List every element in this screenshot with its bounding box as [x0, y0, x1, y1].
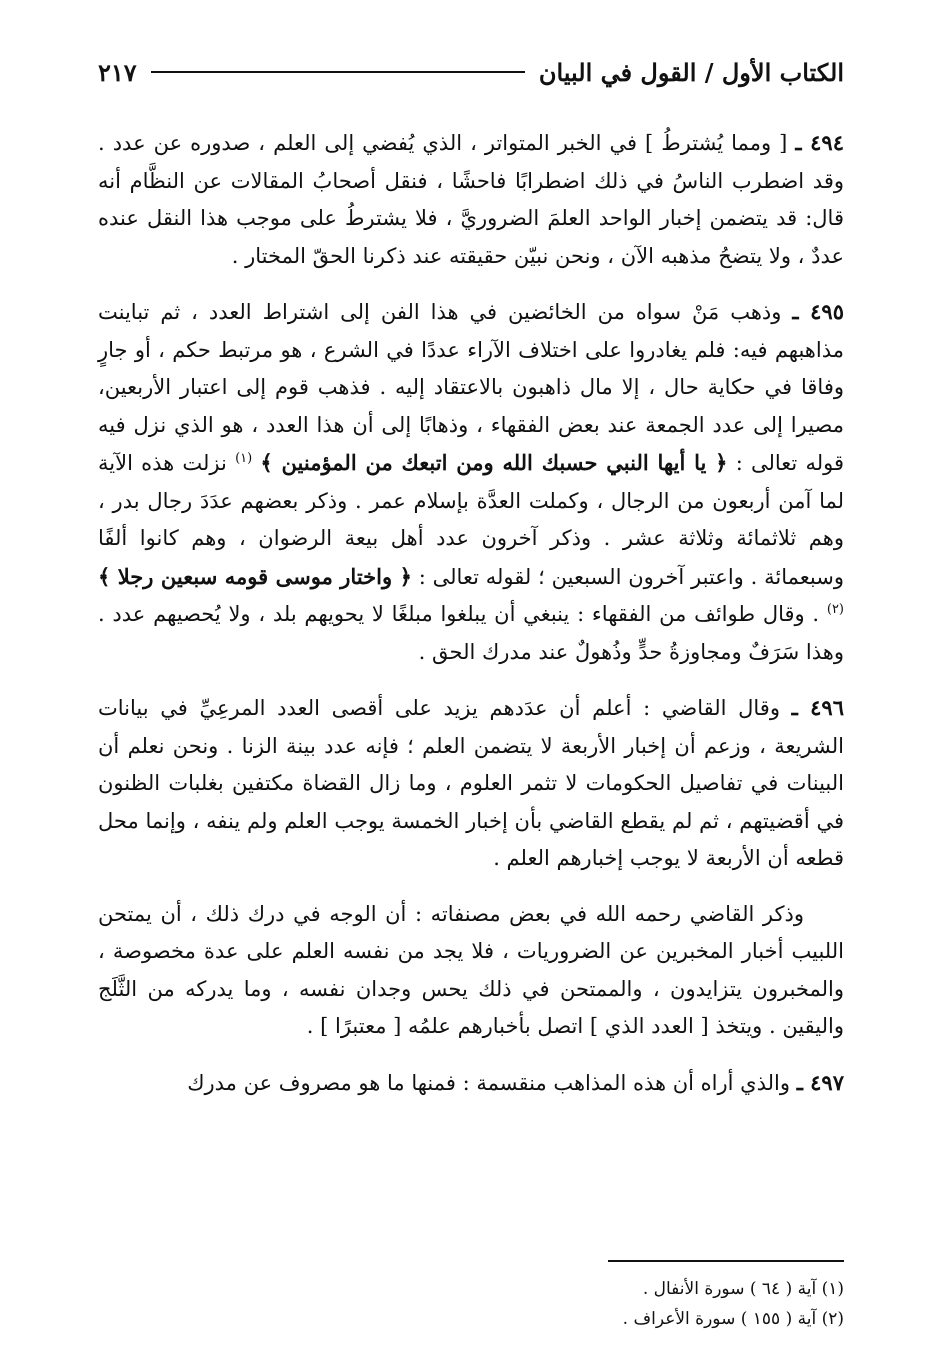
footnote-marker[interactable]: (٢) [826, 602, 844, 617]
footnote-separator [608, 1260, 844, 1262]
chapter-title: الكتاب الأول / القول في البيان [538, 57, 844, 87]
header-rule [151, 71, 525, 73]
footnotes [98, 1274, 844, 1334]
running-header [98, 50, 844, 94]
quran-verse: ﴿ يا أيها النبي حسبك الله ومن اتبعك من المؤمنين ﴾ [260, 450, 728, 475]
body-text [98, 124, 844, 1120]
footnote-1: (١) آية ( ٦٤ ) سورة الأنفال . [642, 1279, 844, 1299]
footnote-2: (٢) آية ( ١٥٥ ) سورة الأعراف . [622, 1309, 844, 1329]
paragraph-494 [98, 124, 844, 275]
paragraph-496 [98, 689, 844, 878]
paragraph-number: ٤٩٥ ـ [792, 299, 844, 324]
paragraph-text: وذكر القاضي رحمه الله في بعض مصنفاته : أن الوجه في درك ذلك ، أن يمتحن اللبيب أخبار المخبرين عن الضروريات ، فلا يجد من نفسه العلم على عدة مخصوصة ، والمخبرون يتزايدون ، والممتحن في ذلك يحس وجدان نفسه ، وما يدركه من الثَّلَج واليقين . ويتخذ [ العدد الذي ] اتصل بأخبارهم علمُه [ معتبرًا ] . [98, 901, 844, 1038]
paragraph-495 [98, 293, 844, 671]
paragraph-number: ٤٩٧ ـ [796, 1069, 844, 1095]
paragraph-text: والذي أراه أن هذه المذاهب منقسمة : فمنها ما هو مصروف عن مدرك [187, 1070, 790, 1095]
paragraph-497 [98, 1064, 844, 1103]
paragraph-unnumbered [98, 896, 844, 1046]
paragraph-number: ٤٩٦ ـ [791, 695, 844, 720]
paragraph-number: ٤٩٤ ـ [795, 130, 844, 155]
paragraph-text: وذهب مَنْ سواه من الخائضين في هذا الفن إلى اشتراط العدد ، ثم تباينت مذاهبهم فيه: فلم يغادروا على اختلاف الآراء عددًا في الشرع ، هو مرتبط حكم ، أو جارٍ وفاقا في حكاية حال ، إلا مال ذاهبون بالاعتقاد إليه . فذهب قوم إلى اعتبار الأربعين، مصيرا إلى عدد الجمعة عند بعض الفقهاء ، وذهابًا إلى أن هذا العدد ، هو الذي نزل فيه قوله تعالى : [98, 300, 844, 475]
paragraph-text: وقال القاضي : أعلم أن عدَدهم يزيد على أقصى العدد المرعِيِّ في بيانات الشريعة ، وزعم أن إخبار الأربعة لا يتضمن العلم ؛ فإنه عدد بينة الزنا . ونحن نعلم أن البينات في تفاصيل الحكومات لا تثمر العلوم ، وما زال القضاة مكتفين بغلبات الظنون في أقضيتهم ، ثم لم يقطع القاضي بأن إخبار الخمسة يوجب العلم ولم ينفه ، وإنما محل قطعه أن الأربعة لا يوجب إخبارهم العلم . [98, 696, 844, 870]
paragraph-text: نزلت هذه الآية لما آمن أربعون من الرجال ، وكملت العدَّة بإسلام عمر . وذكر بعضهم عدَدَ رجال بدر ، وهم ثلاثمائة وثلاثة عشر . وذكر آخرون عدد أهل بيعة الرضوان ، وهم كانوا ألفًا وسبعمائة . واعتبر آخرون السبعين ؛ لقوله تعالى : [98, 451, 844, 589]
quran-verse: ﴿ واختار موسى قومه سبعين رجلا ﴾ [98, 563, 412, 589]
paragraph-text: [ ومما يُشترطُ ] في الخبر المتواتر ، الذي يُفضي إلى العلم ، صدوره عن عدد . وقد اضطرب الناسُ في ذلك اضطرابًا فاحشًا ، فنقل أصحابُ المقالات عن النظَّام أنه قال: قد يتضمن إخبار الواحد العلمَ الضروريَّ ، فلا يشترطُ على موجب هذا النقل عنده عددٌ ، ولا يتضحُ مذهبه الآن ، ونحن نبيّن حقيقته عند ذكرنا الحقّ المختار . [98, 131, 844, 268]
footnote-marker[interactable]: (١) [235, 451, 253, 466]
paragraph-text: . وقال طوائف من الفقهاء : ينبغي أن يبلغوا مبلغًا لا يحويهم بلد ، ولا يُحصيهم عدد . وهذا سَرَفٌ ومجاوزةُ حدٍّ وذُهولٌ عند مدرك الحق . [98, 602, 844, 664]
page-number: ٢١٧ [98, 57, 137, 87]
